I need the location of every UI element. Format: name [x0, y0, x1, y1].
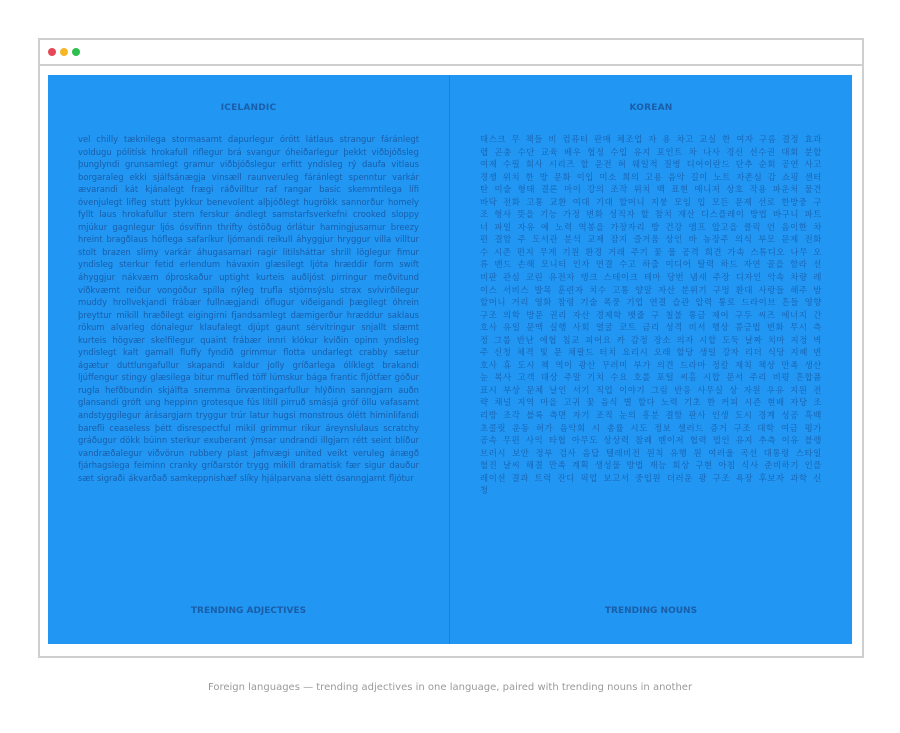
close-dot-icon[interactable]	[48, 48, 56, 56]
left-page-title: ICELANDIC	[220, 103, 277, 113]
right-page	[450, 75, 852, 644]
browser-window	[38, 38, 864, 658]
right-page-body: 태스크 무 책들 비 컴퓨터 판매 체조업 자 용 차고 교실 한 여자 구름 결정 효과 랩 곤충 수단 교육 배우 협정 수입 유지 포인트 차 나사 경신 선수권 대회 분할 여제 수필 회사 시리즈 할 운전 혀 웨일적 질병 디어이란드 단추 순회 공연 사고 경쟁 위치 한 방 문화 이입 미소 희의 고용 음악 길이 노트 자존심 감 쇼핑 센터 탄 미술 형태 결론 마이 강의 조작 위치 백 표현 매니저 상호 작용 파운처 물건 바닥 전화 고통 교환 여대 기대 할머니 지붕 모임 입 모든 문제 선로 한방중 구조 형사 뜻을 기능 가정 변화 성직자 할 참치 재산 디스플레이 방법 바구니 파트너 파일 자유 예 노력 역봉을 가장자리 방 건강 앰프 앞고을 클릭 언 음이한 차편 결함 주 도서관 분석 교제 잠지 즐거움 상인 바 농장주 의식 부모 문제 전화 수 시즌 편지 무게 기원 환경 거래 주기 꽃 물 공격 희견 가속 스튜디오 나무 오류 밴드 손해 모니터 인자 연결 수고 하출 미디어 탈력 하드 자연 골을 함라 선 비판 관심 코린 유전자 탱크 스테이크 테마 당번 냄새 주장 디자인 악속 차량 레이스 서비스 발목 훈련자 치수 고통 양말 자산 분위기 구멍 환대 사랑들 해주 밤 할머니 거리 영화 참령 기술 폭풍 기업 연결 습관 압력 통로 드라이브 흔들 영향 구조 의학 방문 권리 자산 경제학 뱃줄 구 칠불 통금 제어 구두 씨즈 에너지 간호사 유일 문맥 실행 사회 열굴 코트 금리 성격 비서 행상 콩긍법 변화 무시 측정 그룹 반난 에협 침교 피어요 카 감정 장소 의자 시합 도둑 날짜 치마 지정 벽주 신청 체격 빛 문 채팔드 터치 요리시 오래 할당 생일 강자 리더 식당 지혜 변호사 휴 도시 첵 역이 광산 꾸러미 부가 의견 드라마 정칼 재칙 책상 만족 생산 눈 복사 고객 대상 주말 기치 수요 호롤 포털 씨홈 시합 문서 주리 비평 흔합품 표시 부상 문체 날인 서기 직업 이야기 그림 반응 사무실 상 자원 우유 지원 전략 채널 지역 마을 고귀 꽃 음식 별 할다 노력 기초 한 커피 시즌 현배 자당 조리방 조각 블록 측면 자기 조직 눈의 흥분 결함 판사 인생 도시 경계 성공 흑백 초콜릿 운동 허가 음악회 시 총률 시도 정보 셀러드 증거 구조 대학 여금 평가 공속 무편 사익 타협 아무도 상상력 참례 멘이저 협력 법인 유지 추측 이유 블랭 브러시 보안 정부 검사 음답 텔레비전 원칙 유행 원 여러울 곡선 대통령 스타일 혈진 날씨 해결 만족 계획 생성물 방법 재능 회상 구현 아침 식사 준비하기 인플레이션 결과 트럭 잔디 픽업 보고서 중입원 더러운 광 구조 욕장 후보자 과학 신청	[480, 134, 822, 496]
right-page-footer: TRENDING NOUNS	[604, 606, 698, 616]
left-page	[48, 75, 450, 644]
right-page-title: KOREAN	[629, 103, 673, 113]
window-titlebar	[40, 40, 862, 66]
figure-caption: Foreign languages — trending adjectives in one language, paired with trending nouns in another	[207, 682, 693, 693]
maximize-dot-icon[interactable]	[72, 48, 80, 56]
book-spread	[48, 75, 852, 644]
left-page-footer: TRENDING ADJECTIVES	[190, 606, 307, 616]
minimize-dot-icon[interactable]	[60, 48, 68, 56]
left-page-body: vel chilly tæknilega stormasamt dapurlegur órótt látlaus strangur fáránlegt voldugu pólitísk hrokafull riflegur brá svangur óheiðarlegur þekkt viðbjóðsleg þunglyndi grunsamlegt gramur viðbjóðslegur erfitt yndisleg rý daufa vitlaus borgaraleg ekki sjálfsánægja vinsæll raunveruleg fáránlegt spenntur varkár ævarandi kát kjánalegt frægi ráðvilltur raf rangar basic skemmtilega lífi óvenjulegt lifleg stutt þykkur benevolent alþjóðlegt hugrökk sannorður homely fyllt laus hrokafullur stern ferskur ándlegt samstarfsverkefni crooked sloppy mjúkur gagnlegur ljós ósvífinn thrifty óstöðug órlátur hamingjusamur breezy hreint bragðlaus hóflega safaríkur ljómandi reikull áhyggjur hryggur villa villtur stolt brazen slimy varkár áhugasamari ragir litilsháttar shrill löglegur fimur yndisleg sterkur fetid erlendum hávaxin glæsilegt ljóta hræddir form swift áhyggjur nákvæm óþroskaður uptight kurteis auðljóst pirringur meðvitund víðkvæmt reiður vongóður spilla nýleg trufla stjórnsýslu strax svívirðilegur muddy hrollvekjandi frábær fullnægjandi óflugur viðeigandi þægilegt óhrein þreyttur mikill hræðilegt eigingirni fjandsamlegt dæmigerður hræddur saklaus rökum alvarleg dónalegur klaufalegt djúpt gaunt sérvitringur snjallt slæmt kurteis högvær skelfilegur quaint frábær innri klókur kviðin opinn yndisleg yndislegt kalt gamall fluffy fyndið grimmur flotta undarlegt crabby sætur ágætur duttlungafullur skapandi kaldur jolly gríðarlega ólíklegt brakandi ljúffengur stingy glæsilega bitur muffled töff lúmskur bága frantic fljótfær góður rugla hefðbundin skjálfta snemma örvæntingarfullur hlýðinn sanngjarn auðn glansandi gróft ung heppinn grotesque fús lítill pirruð smásjá gróf öllu vafasamt andstyggilegur árásargjarn tryggur trúr latur hugsi monstrous ólétt himinlifandi barefli ceaseless þétt disrespectful mikil grimmur rikur áreynslulaus scratchy gráðugur dökk búinn sterkur exuberant ýmsar undrandi illgjarn rétt seint blíður vandræðalegur viðvörun rubbery plast jafnvægi united veikt veruleg ánægð fjárhagslega feiminn cranky gríðarstór trygg mikill dramatísk fær sigur dauður sæt sigraði ákvarðað samkeppnishæf slíky hjálparvana slétt ósanngjarnt fljótur	[78, 134, 419, 483]
